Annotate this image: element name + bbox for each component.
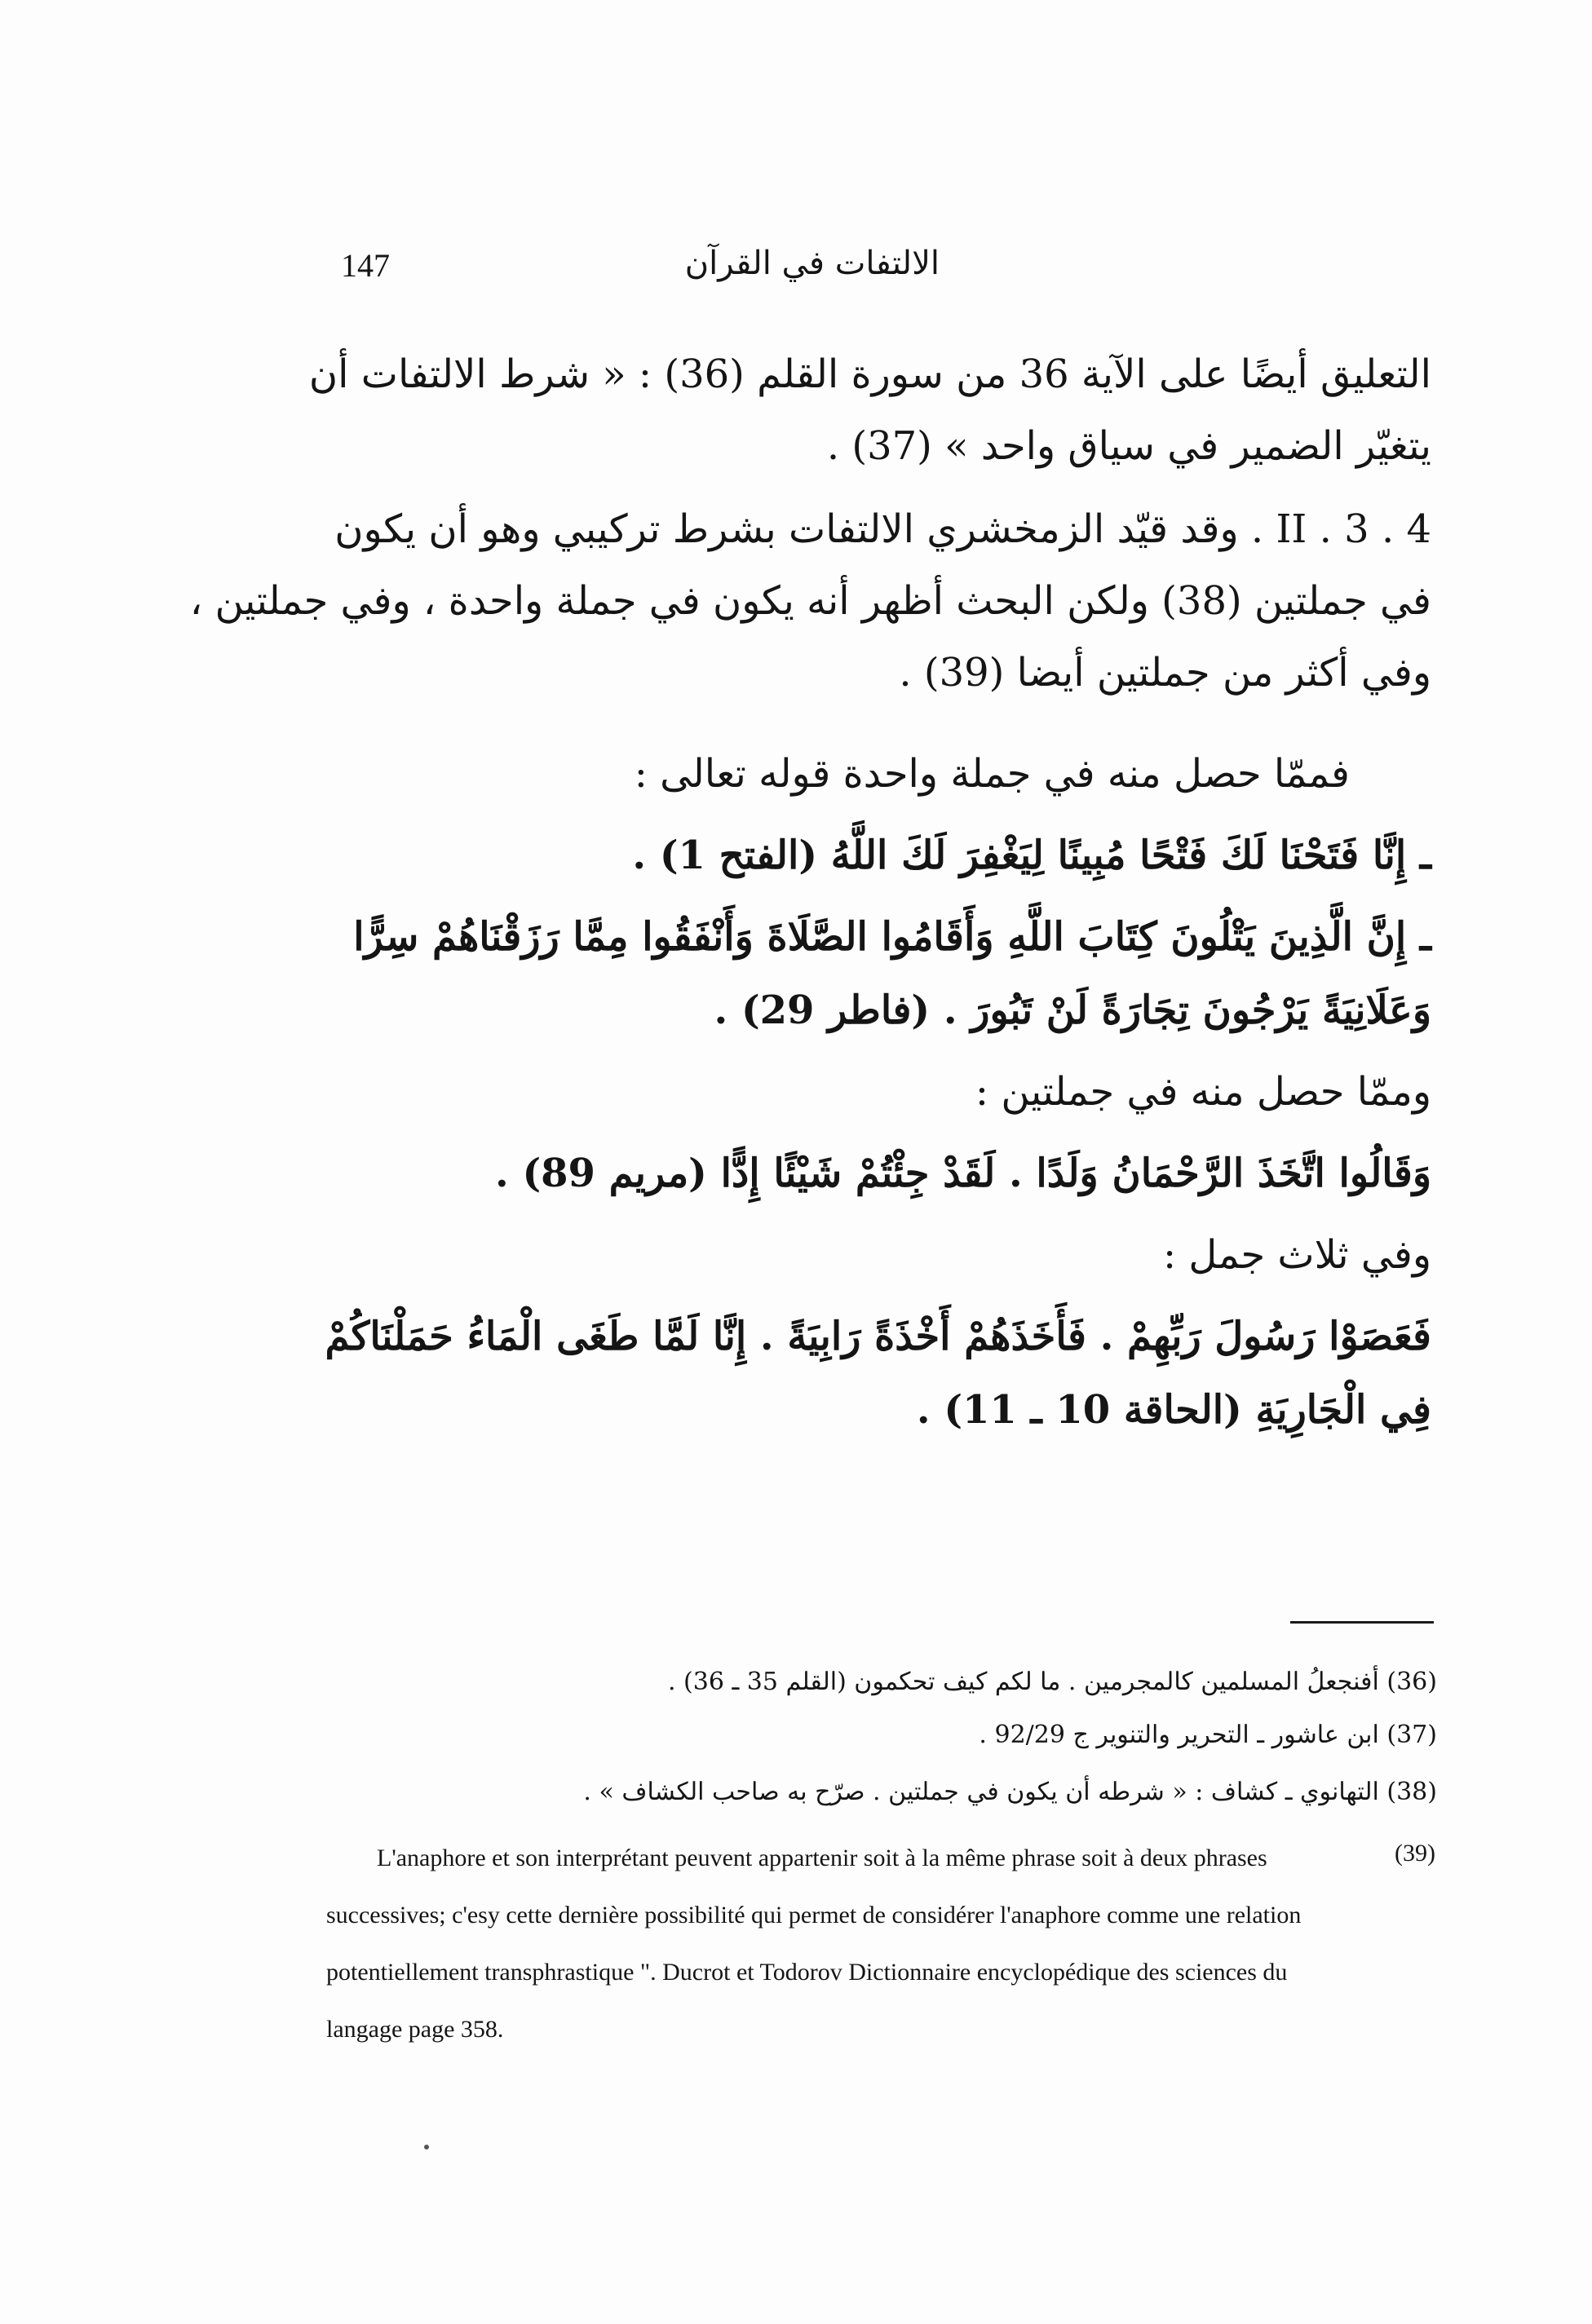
- paragraph-2-line-3: وفي أكثر من جملتين أيضا (39) .: [899, 650, 1431, 696]
- paragraph-2-line-2: في جملتين (38) ولكن البحث أظهر أنه يكون في جملة واحدة ، وفي جملتين ،: [189, 578, 1431, 624]
- footnote-39-line-4: langage page 358.: [326, 2016, 504, 2043]
- intro-single-sentence: فممّا حصل منه في جملة واحدة قوله تعالى :: [634, 751, 1350, 797]
- footnote-39-line-2: successives; c'esy cette dernière possibilité qui permet de considérer l'anaphore comme une relation: [326, 1902, 1302, 1929]
- verse-al-fath-1: ـ إِنَّا فَتَحْنَا لَكَ فَتْحًا مُبِينًا لِيَغْفِرَ لَكَ اللَّهُ (الفتح 1) .: [632, 833, 1431, 878]
- paragraph-1: [308, 334, 1431, 497]
- footnote-39-line-1: L'anaphore et son interprétant peuvent appartenir soit à la même phrase soit à deux phrases: [377, 1845, 1267, 1871]
- paragraph-1-line-2: يتغيّر الضمير في سياق واحد » (37) .: [826, 423, 1431, 469]
- verse-al-haqqa-10-11-line-2: فِي الْجَارِيَةِ (الحاقة 10 ـ 11) .: [916, 1387, 1431, 1433]
- footnote-39-number: (39): [1395, 1840, 1435, 1867]
- verse-fatir-29-line-2: وَعَلَانِيَةً يَرْجُونَ تِجَارَةً لَنْ تَبُورَ . (فاطر 29) .: [714, 987, 1431, 1033]
- running-title: الالتفات في القرآن: [684, 245, 940, 282]
- examples-section: [322, 734, 1431, 1549]
- footnote-separator: [1290, 1621, 1434, 1624]
- footnote-38: (38) التهانوي ـ كشاف : « شرطه أن يكون في جملتين . صرّح به صاحب الكشاف » .: [583, 1778, 1437, 1806]
- page-number: 147: [341, 247, 390, 284]
- scan-speck: [424, 2145, 429, 2149]
- footnote-36: (36) أفنجعلُ المسلمين كالمجرمين . ما لكم كيف تحكمون (القلم 35 ـ 36) .: [667, 1668, 1437, 1696]
- verse-fatir-29-line-1: ـ إِنَّ الَّذِينَ يَتْلُونَ كِتَابَ اللَّهِ وَأَقَامُوا الصَّلَاةَ وَأَنْفَقُوا مِمَّا رَزَقْنَاهُمْ سِرًّا: [353, 914, 1431, 960]
- verse-maryam-89: وَقَالُوا اتَّخَذَ الرَّحْمَانُ وَلَدًا . لَقَدْ جِئْتُمْ شَيْئًا إِدًّا (مريم 89) .: [495, 1151, 1431, 1196]
- footnote-39-line-3: potentiellement transphrastique ". Ducrot et Todorov Dictionnaire encyclopédique des sciences du: [326, 1959, 1288, 1986]
- paragraph-1-line-1: التعليق أيضًا على الآية 36 من سورة القلم (36) : « شرط الالتفات أن: [308, 351, 1431, 397]
- intro-two-sentences: وممّا حصل منه في جملتين :: [975, 1069, 1431, 1115]
- verse-al-haqqa-10-11-line-1: فَعَصَوْا رَسُولَ رَبِّهِمْ . فَأَخَذَهُمْ أَخْذَةً رَابِيَةً . إِنَّا لَمَّا طَغَى الْمَاءُ حَمَلْنَاكُمْ: [325, 1314, 1431, 1359]
- intro-three-sentences: وفي ثلاث جمل :: [1162, 1232, 1431, 1278]
- paragraph-2-line-1: II . 3 . 4 . وقد قيّد الزمخشري الالتفات بشرط تركيبي وهو أن يكون: [334, 506, 1431, 552]
- paragraph-2: [189, 489, 1431, 734]
- footnote-37: (37) ابن عاشور ـ التحرير والتنوير ج 92/29 .: [979, 1721, 1437, 1749]
